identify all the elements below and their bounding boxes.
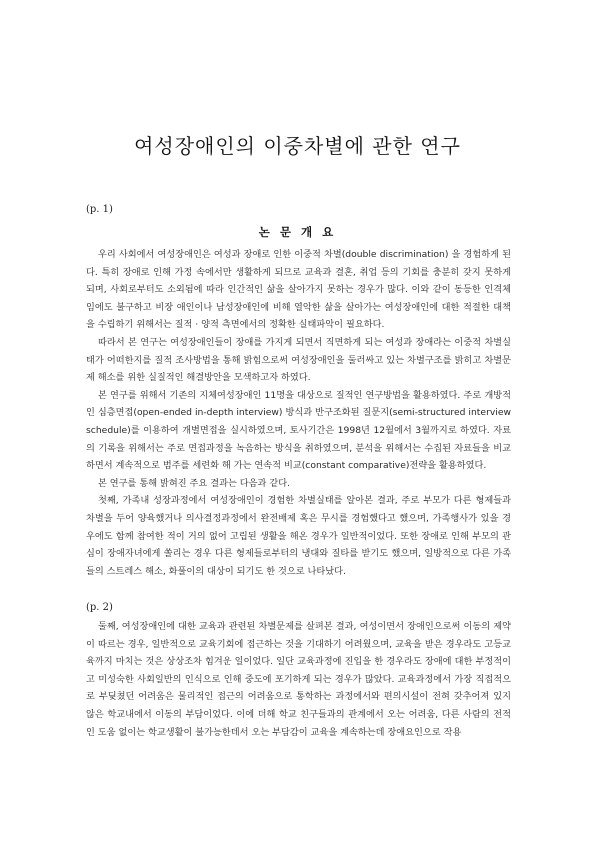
paragraph-results-intro: 본 연구를 통해 밝혀진 주요 결과는 다음과 같다. (98, 477, 290, 489)
abstract-section-2 (86, 618, 511, 741)
page-marker-2: (p. 2) (86, 602, 113, 613)
paragraph-method: 본 연구를 위해서 기존의 지체여성장애인 11명을 대상으로 질적인 연구방법을 활용하였다. 주로 개방적인 심층면접(open-ended in-depth interview) 방식과 반구조화된 질문지(semi-structured interview schedule)를 이용하여 개별면접을 실시하였으며, 토사기간은 1998년 12월에서 3월까지로 하였다. 자료의 기록을 위해서는 주로 면접과정을 녹음하는 방식을 취하였으며, 분석을 위해서는 수집된 자료들을 비교하면서 계속적으로 범주를 세련화 해 가는 연속적 비교(constant comparative)전략을 활용하였다. (86, 389, 511, 472)
abstract-heading: 논 문 개 요 (258, 225, 337, 239)
page-marker-1: (p. 1) (86, 204, 113, 215)
document-title: 여성장애인의 이중차별에 관한 연구 (134, 134, 461, 158)
paragraph-purpose: 따라서 본 연구는 여성장애인들이 장애를 가지게 되면서 직면하게 되는 여성과 장애라는 이중적 차별실태가 어떠한지를 질적 조사방법을 통해 밝힘으로써 여성장애인을 둘러싸고 있는 차별구조를 밝히고 차별문제 해소를 위한 실질적인 해결방안을 모색하고자 하였다. (86, 336, 511, 384)
paragraph-result-first: 첫째, 가족내 성장과정에서 여성장애인이 경험한 차별실태를 알아본 결과, 주로 부모가 다른 형제들과 차별을 두어 양육했거나 의사결정과정에서 완전배제 혹은 무시를 경험했다고 했으며, 가족행사가 있을 경우에도 함께 참여한 적이 거의 없어 고립된 생활을 해온 경우가 일반적이었다. 또한 장애로 인해 부모의 관심이 장애자녀에게 쏠리는 경우 다른 형제들로부터의 냉대와 질타를 받기도 했으며, 일방적으로 다른 가족들의 스트레스 해소, 화풀이의 대상이 되기도 한 것으로 나타났다. (86, 495, 511, 577)
paragraph-intro: 우리 사회에서 여성장애인은 여성과 장애로 인한 이중적 차별(double discrimination) 을 경험하게 된다. 특히 장애로 인해 가정 속에서만 생활하게 되므로 교육과 결혼, 취업 등의 기회를 충분히 갖지 못하게 되며, 사회로부터도 소외됨에 따라 인간적인 삶을 살아가지 못하는 경우가 많다. 이와 같이 동등한 인격체임에도 불구하고 비장 애인이나 남성장애인에 비해 열악한 삶을 살아가는 여성장애인에 대한 적절한 대책 을 수립하기 위해서는 질적 · 양적 측면에서의 정확한 실태파악이 필요하다. (86, 249, 511, 331)
paragraph-result-second: 둘째, 여성장애인에 대한 교육과 관련된 차별문제를 살펴본 결과, 여성이면서 장애인으로써 이동의 제약이 따르는 경우, 일반적으로 교육기회에 접근하는 것을 기대하기 어려웠으며, 교육을 받은 경우라도 고등교육까지 마치는 것은 상상조차 힘겨운 일이었다. 일단 교육과정에 진입을 한 경우라도 장애에 대한 부정적이고 미성숙한 사회일반의 인식으로 인해 중도에 포기하게 되는 경우가 많았다. 교육과정에서 가장 직접적으로 부딪쳤던 어려움은 물리적인 접근의 어려움으로 통학하는 과정에서와 편의시설이 전혀 갖추어져 있지 않은 학교내에서 이동의 부담이었다. 이에 더해 학교 친구들과의 관계에서 오는 어려움, 다른 사람의 전적인 도움 없이는 학교생활이 불가능한데서 오는 부담감이 교육을 계속하는데 장애요인으로 작용 (86, 621, 511, 738)
abstract-section-1 (86, 246, 511, 580)
